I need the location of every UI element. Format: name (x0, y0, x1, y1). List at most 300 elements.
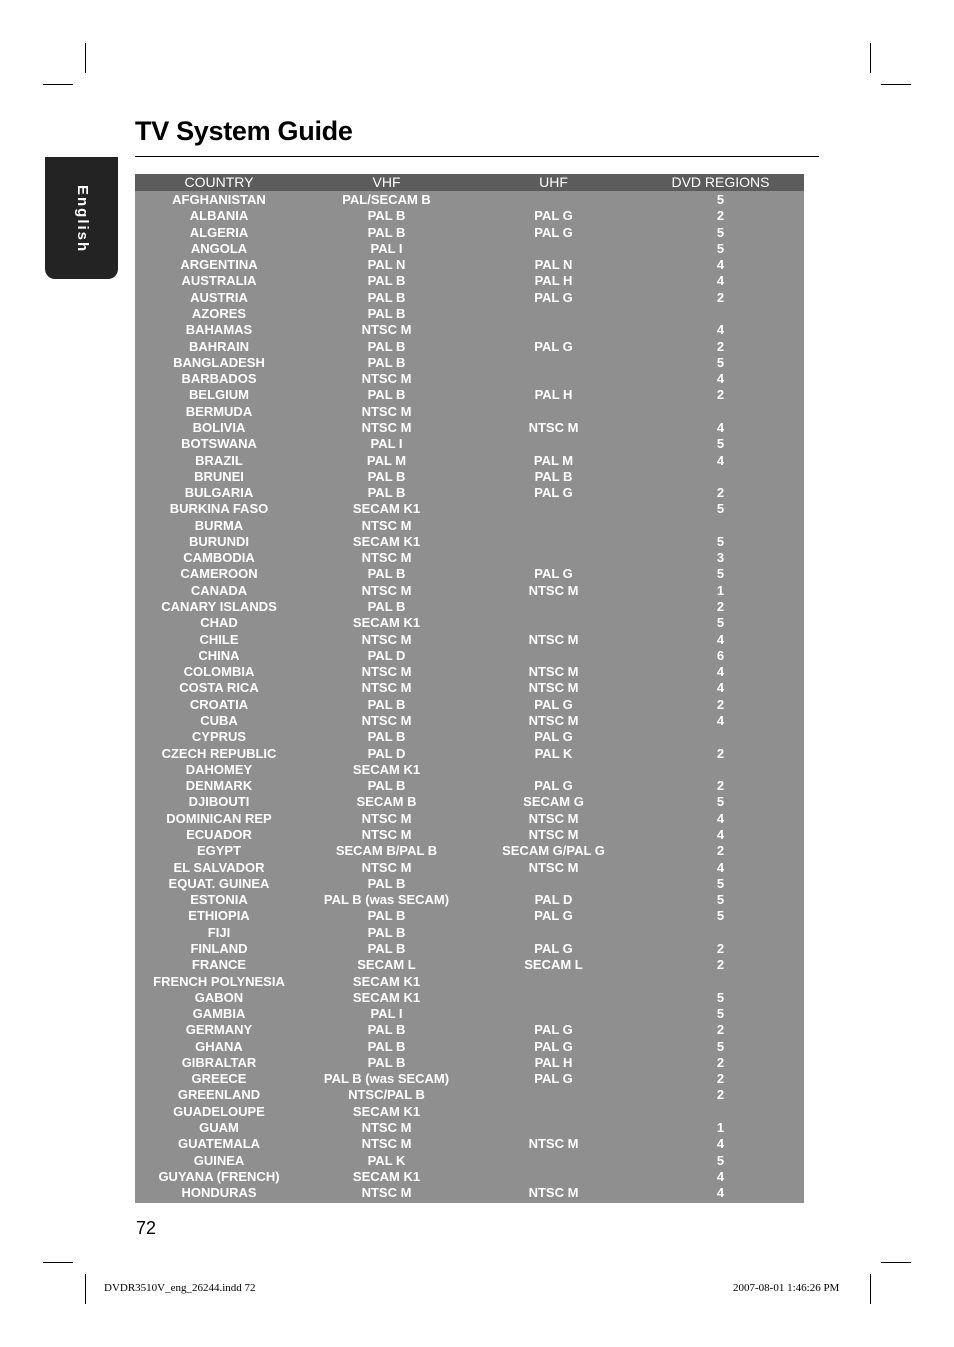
cell-uhf: NTSC M (528, 680, 579, 696)
cell-country: CHAD (200, 615, 238, 631)
cell-vhf: PAL I (370, 436, 403, 452)
cell-uhf (470, 876, 637, 892)
cell-uhf (470, 192, 637, 208)
table-row (135, 225, 804, 241)
table-row (135, 404, 804, 420)
cell-vhf: PAL B (was SECAM) (323, 892, 450, 908)
crop-mark (43, 84, 73, 85)
cell-dvd-region (637, 925, 804, 941)
crop-mark (43, 1262, 73, 1263)
cell-vhf: SECAM K1 (352, 761, 421, 777)
footer-timestamp: 2007-08-01 1:46:26 PM (733, 1282, 840, 1294)
cell-dvd-region: 2 (716, 940, 725, 956)
cell-country: BOLIVIA (192, 419, 246, 435)
cell-uhf: NTSC M (528, 664, 579, 680)
table-row (135, 1120, 804, 1136)
table-row (135, 697, 804, 713)
cell-uhf (470, 990, 637, 1006)
cell-country: BURMA (194, 517, 244, 533)
table-row (135, 827, 804, 843)
cell-vhf: NTSC M (361, 550, 412, 566)
table-row (135, 1185, 804, 1201)
table-row (135, 632, 804, 648)
cell-dvd-region: 2 (716, 778, 725, 794)
cell-dvd-region (637, 974, 804, 990)
cell-uhf (470, 371, 637, 387)
cell-vhf: SECAM K1 (352, 973, 421, 989)
cell-country: EL SALVADOR (173, 859, 265, 875)
cell-vhf: PAL N (367, 257, 406, 273)
cell-vhf: NTSC M (361, 371, 412, 387)
cell-dvd-region: 2 (716, 338, 725, 354)
cell-vhf: PAL B (367, 289, 406, 305)
cell-country: AFGHANISTAN (172, 192, 266, 207)
cell-vhf: PAL B (367, 338, 406, 354)
crop-mark (870, 1274, 871, 1304)
cell-vhf: NTSC M (361, 517, 412, 533)
cell-dvd-region: 4 (716, 371, 725, 387)
cell-vhf: PAL B (367, 940, 406, 956)
cell-country: ECUADOR (186, 826, 252, 842)
cell-vhf: PAL B (367, 1054, 406, 1070)
cell-dvd-region: 4 (716, 1136, 725, 1152)
cell-dvd-region: 4 (716, 810, 725, 826)
cell-uhf (470, 1120, 637, 1136)
cell-vhf: PAL B (367, 305, 406, 321)
cell-uhf (470, 599, 637, 615)
cell-vhf: PAL B (367, 908, 406, 924)
cell-dvd-region: 2 (716, 599, 725, 615)
table-row (135, 762, 804, 778)
cell-uhf (470, 1169, 637, 1185)
table-row (135, 1055, 804, 1071)
table-row (135, 615, 804, 631)
table-row (135, 241, 804, 257)
table-row (135, 257, 804, 273)
cell-dvd-region: 5 (716, 566, 725, 582)
cell-country: AUSTRIA (190, 289, 248, 305)
cell-country: DJIBOUTI (188, 794, 250, 810)
cell-uhf: NTSC M (528, 1185, 579, 1201)
cell-dvd-region: 5 (716, 1152, 725, 1168)
cell-dvd-region (637, 306, 804, 322)
tv-system-table (135, 174, 804, 1203)
cell-country: FRANCE (191, 957, 247, 973)
cell-dvd-region: 4 (716, 826, 725, 842)
cell-uhf: SECAM G/PAL G (502, 843, 605, 859)
table-row (135, 876, 804, 892)
cell-vhf: SECAM K1 (352, 501, 421, 517)
cell-uhf: PAL G (534, 1022, 573, 1038)
cell-vhf: PAL B (367, 696, 406, 712)
cell-country: BOTSWANA (181, 436, 257, 452)
cell-country: DAHOMEY (185, 761, 253, 777)
cell-country: FIJI (207, 924, 231, 940)
cell-vhf: PAL B (367, 387, 406, 403)
cell-dvd-region: 6 (716, 647, 725, 663)
cell-country: BURKINA FASO (169, 501, 269, 517)
language-tab-label: English (74, 185, 91, 254)
cell-vhf: NTSC M (361, 582, 412, 598)
cell-uhf (470, 1006, 637, 1022)
cell-uhf: PAL G (534, 224, 573, 240)
cell-dvd-region: 4 (716, 859, 725, 875)
table-row (135, 1104, 804, 1120)
cell-uhf: PAL G (534, 566, 573, 582)
cell-country: BERMUDA (185, 403, 253, 419)
table-row (135, 860, 804, 876)
table-row (135, 941, 804, 957)
cell-uhf (470, 648, 637, 664)
cell-vhf: SECAM K1 (352, 615, 421, 631)
cell-dvd-region: 2 (716, 957, 725, 973)
cell-uhf: PAL G (534, 778, 573, 794)
cell-dvd-region: 5 (716, 224, 725, 240)
table-row (135, 990, 804, 1006)
cell-dvd-region: 4 (716, 1185, 725, 1201)
cell-country: CAMBODIA (183, 550, 255, 566)
table-row (135, 485, 804, 501)
cell-dvd-region: 2 (716, 485, 725, 501)
cell-dvd-region: 4 (716, 713, 725, 728)
table-row (135, 453, 804, 469)
cell-uhf: SECAM G (523, 794, 584, 810)
cell-dvd-region: 4 (716, 273, 725, 289)
cell-uhf (470, 306, 637, 322)
table-row (135, 908, 804, 924)
cell-dvd-region: 4 (716, 452, 725, 468)
table-row (135, 534, 804, 550)
cell-vhf: SECAM L (357, 957, 416, 973)
table-row (135, 208, 804, 224)
cell-vhf: PAL B (367, 354, 406, 370)
cell-dvd-region: 5 (716, 1006, 725, 1022)
page-number: 72 (136, 1218, 157, 1238)
cell-dvd-region: 1 (716, 582, 725, 598)
header-country: COUNTRY (184, 174, 254, 190)
cell-dvd-region: 2 (716, 1071, 725, 1087)
table-row (135, 339, 804, 355)
cell-vhf: PAL B (was SECAM) (323, 1071, 450, 1087)
cell-vhf: NTSC M (361, 680, 412, 696)
cell-country: FRENCH POLYNESIA (153, 973, 285, 989)
table-row (135, 648, 804, 664)
cell-dvd-region: 5 (716, 192, 725, 207)
cell-uhf (470, 1104, 637, 1120)
footer-file-info: DVDR3510V_eng_26244.indd 72 (104, 1282, 256, 1294)
cell-country: CAMEROON (180, 566, 258, 582)
cell-uhf: PAL K (534, 745, 573, 761)
table-row (135, 729, 804, 745)
header-vhf: VHF (372, 174, 401, 190)
cell-country: GREECE (191, 1071, 247, 1087)
language-tab (45, 157, 118, 279)
table-row (135, 436, 804, 452)
cell-vhf: SECAM K1 (352, 1103, 421, 1119)
cell-uhf: NTSC M (528, 1136, 579, 1152)
cell-vhf: NTSC M (361, 1120, 412, 1136)
cell-vhf: NTSC M (361, 826, 412, 842)
cell-dvd-region: 4 (716, 419, 725, 435)
cell-uhf (470, 1153, 637, 1169)
cell-country: BANGLADESH (173, 354, 265, 370)
cell-uhf: PAL M (533, 452, 574, 468)
cell-vhf: PAL B (367, 1022, 406, 1038)
cell-uhf: PAL G (534, 338, 573, 354)
cell-dvd-region (637, 729, 804, 745)
table-row (135, 566, 804, 582)
table-row (135, 746, 804, 762)
cell-country: GUAM (199, 1120, 239, 1136)
table-row (135, 501, 804, 517)
cell-country: GIBRALTAR (181, 1054, 257, 1070)
cell-dvd-region: 5 (716, 615, 725, 631)
cell-dvd-region: 2 (716, 208, 725, 224)
page-title: TV System Guide (135, 116, 353, 146)
cell-country: GREENLAND (177, 1087, 261, 1103)
table-row (135, 420, 804, 436)
cell-dvd-region: 5 (716, 875, 725, 891)
cell-uhf (470, 925, 637, 941)
cell-vhf: PAL B (367, 729, 406, 745)
cell-uhf: PAL G (534, 485, 573, 501)
cell-country: EQUAT. GUINEA (168, 875, 270, 891)
cell-country: CHINA (198, 647, 240, 663)
table-row (135, 518, 804, 534)
cell-vhf: PAL/SECAM B (342, 192, 431, 207)
cell-vhf: PAL B (367, 875, 406, 891)
cell-country: BELGIUM (189, 387, 249, 403)
cell-dvd-region: 2 (716, 843, 725, 859)
cell-uhf: PAL N (534, 257, 573, 273)
cell-country: GAMBIA (192, 1006, 246, 1022)
cell-vhf: PAL D (367, 745, 406, 761)
cell-uhf: PAL G (534, 696, 573, 712)
cell-uhf (470, 436, 637, 452)
cell-dvd-region: 4 (716, 631, 725, 647)
table-row (135, 713, 804, 729)
cell-uhf: PAL G (534, 908, 573, 924)
cell-vhf: PAL B (367, 778, 406, 794)
cell-uhf: PAL H (534, 1054, 573, 1070)
cell-uhf (470, 762, 637, 778)
cell-dvd-region: 5 (716, 436, 725, 452)
cell-dvd-region: 5 (716, 892, 725, 908)
cell-country: GUINEA (193, 1152, 245, 1168)
cell-country: CANADA (190, 582, 248, 598)
cell-dvd-region: 1 (716, 1120, 725, 1136)
cell-dvd-region: 5 (716, 501, 725, 517)
table-row (135, 778, 804, 794)
cell-country: FINLAND (190, 940, 248, 956)
cell-uhf (470, 974, 637, 990)
cell-uhf (470, 404, 637, 420)
crop-mark (881, 1262, 911, 1263)
table-row (135, 843, 804, 859)
cell-uhf: NTSC M (528, 582, 579, 598)
table-row (135, 469, 804, 485)
cell-vhf: PAL B (367, 224, 406, 240)
cell-uhf (470, 518, 637, 534)
cell-uhf: PAL G (534, 1038, 573, 1054)
cell-vhf: SECAM K1 (352, 989, 421, 1005)
cell-uhf: NTSC M (528, 419, 579, 435)
cell-uhf (470, 501, 637, 517)
cell-dvd-region: 2 (716, 1022, 725, 1038)
cell-vhf: PAL B (367, 485, 406, 501)
cell-uhf: PAL G (534, 729, 573, 745)
table-row (135, 1087, 804, 1103)
cell-vhf: NTSC M (361, 664, 412, 680)
cell-vhf: NTSC M (361, 631, 412, 647)
table-row (135, 1071, 804, 1087)
table-row (135, 957, 804, 973)
table-row (135, 794, 804, 810)
crop-mark (85, 43, 86, 73)
cell-uhf: NTSC M (528, 713, 579, 728)
table-row (135, 1039, 804, 1055)
cell-vhf: SECAM B/PAL B (335, 843, 438, 859)
table-row (135, 1153, 804, 1169)
cell-vhf: SECAM B (356, 794, 417, 810)
cell-country: ALBANIA (189, 208, 249, 224)
cell-country: EGYPT (196, 843, 242, 859)
cell-country: COLOMBIA (183, 664, 255, 680)
table-row (135, 290, 804, 306)
cell-vhf: PAL B (367, 924, 406, 940)
cell-uhf (470, 550, 637, 566)
cell-country: BAHAMAS (185, 322, 253, 338)
table-row (135, 371, 804, 387)
cell-country: GERMANY (185, 1022, 253, 1038)
cell-uhf: NTSC M (528, 631, 579, 647)
table-row (135, 974, 804, 990)
table-row (135, 306, 804, 322)
cell-uhf: PAL D (534, 892, 573, 908)
cell-country: CROATIA (189, 696, 249, 712)
cell-country: HONDURAS (181, 1185, 257, 1201)
cell-uhf: NTSC M (528, 859, 579, 875)
cell-country: GHANA (195, 1038, 243, 1054)
cell-vhf: SECAM K1 (352, 1168, 421, 1184)
cell-uhf: PAL B (534, 468, 573, 484)
cell-vhf: PAL M (366, 452, 407, 468)
table-row (135, 664, 804, 680)
cell-country: BULGARIA (184, 485, 254, 501)
cell-vhf: PAL K (367, 1152, 406, 1168)
cell-dvd-region: 4 (716, 257, 725, 273)
cell-uhf: SECAM L (524, 957, 583, 973)
cell-vhf: PAL I (370, 1006, 403, 1022)
cell-uhf: NTSC M (528, 810, 579, 826)
cell-country: ANGOLA (190, 240, 248, 256)
cell-country: DOMINICAN REP (166, 810, 272, 826)
cell-country: CZECH REPUBLIC (161, 745, 277, 761)
cell-dvd-region: 5 (716, 354, 725, 370)
cell-vhf: PAL B (367, 566, 406, 582)
cell-vhf: NTSC M (361, 322, 412, 338)
table-row (135, 1136, 804, 1152)
crop-mark (881, 84, 911, 85)
cell-vhf: NTSC M (361, 419, 412, 435)
cell-country: BARBADOS (181, 371, 257, 387)
cell-country: AUSTRALIA (181, 273, 257, 289)
cell-vhf: NTSC M (361, 1185, 412, 1201)
cell-dvd-region: 2 (716, 289, 725, 305)
cell-vhf: NTSC M (361, 403, 412, 419)
cell-vhf: NTSC M (361, 810, 412, 826)
cell-dvd-region: 5 (716, 1038, 725, 1054)
cell-country: BAHRAIN (189, 338, 249, 354)
table-body (135, 191, 804, 1201)
cell-country: BURUNDI (189, 533, 249, 549)
cell-dvd-region: 5 (716, 240, 725, 256)
table-row (135, 1006, 804, 1022)
cell-dvd-region: 4 (716, 1168, 725, 1184)
cell-dvd-region (637, 1104, 804, 1120)
cell-country: CANARY ISLANDS (161, 599, 277, 615)
table-row (135, 273, 804, 289)
cell-dvd-region: 5 (716, 794, 725, 810)
cell-country: ETHIOPIA (188, 908, 250, 924)
table-row (135, 1022, 804, 1038)
cell-vhf: NTSC/PAL B (348, 1087, 425, 1103)
table-row (135, 550, 804, 566)
cell-dvd-region: 2 (716, 387, 725, 403)
cell-country: CHILE (199, 631, 239, 647)
cell-vhf: NTSC M (361, 859, 412, 875)
cell-dvd-region: 4 (716, 322, 725, 338)
cell-dvd-region: 5 (716, 908, 725, 924)
cell-dvd-region: 4 (716, 680, 725, 696)
cell-uhf: PAL H (534, 273, 573, 289)
table-row (135, 680, 804, 696)
cell-country: GUADELOUPE (173, 1103, 265, 1119)
header-dvd-regions: DVD REGIONS (671, 174, 770, 190)
cell-country: GUYANA (FRENCH) (158, 1168, 280, 1184)
table-row (135, 583, 804, 599)
cell-country: AZORES (191, 305, 247, 321)
table-row (135, 387, 804, 403)
cell-dvd-region (637, 404, 804, 420)
cell-dvd-region: 2 (716, 1054, 725, 1070)
cell-uhf: PAL H (534, 387, 573, 403)
cell-dvd-region: 4 (716, 664, 725, 680)
cell-vhf: PAL B (367, 1038, 406, 1054)
table-row (135, 192, 804, 208)
cell-country: CUBA (200, 713, 238, 728)
cell-uhf (470, 355, 637, 371)
cell-country: GUATEMALA (177, 1136, 261, 1152)
cell-dvd-region: 2 (716, 745, 725, 761)
cell-dvd-region: 2 (716, 1087, 725, 1103)
cell-vhf: PAL I (370, 240, 403, 256)
cell-dvd-region (637, 518, 804, 534)
cell-dvd-region: 2 (716, 696, 725, 712)
cell-vhf: NTSC M (361, 1136, 412, 1152)
header-uhf: UHF (539, 174, 568, 190)
cell-dvd-region (637, 469, 804, 485)
cell-country: BRAZIL (195, 452, 243, 468)
cell-country: ALGERIA (189, 224, 249, 240)
cell-dvd-region: 5 (716, 989, 725, 1005)
table-row (135, 355, 804, 371)
cell-country: ARGENTINA (180, 257, 258, 273)
cell-country: DENMARK (185, 778, 253, 794)
cell-uhf: PAL G (534, 208, 573, 224)
cell-uhf (470, 241, 637, 257)
table-row (135, 1169, 804, 1185)
